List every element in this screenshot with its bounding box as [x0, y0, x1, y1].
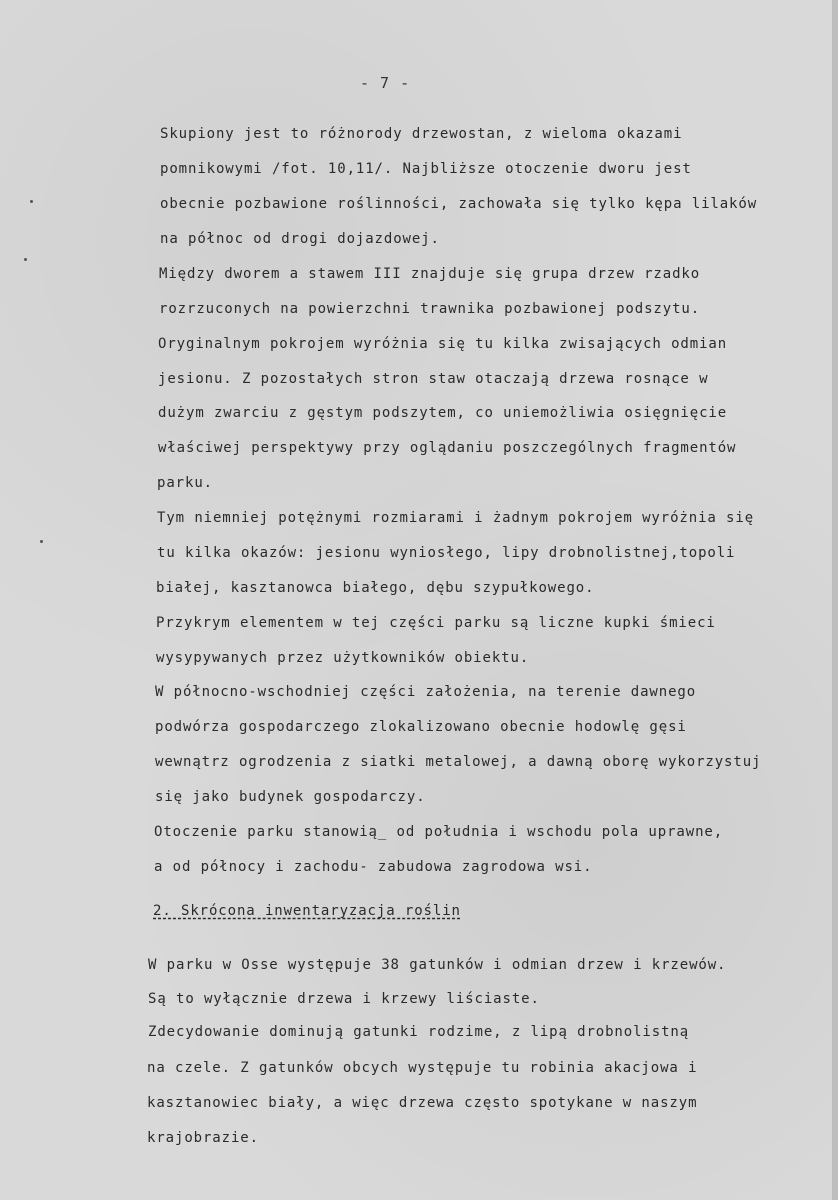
- text-line: Oryginalnym pokrojem wyróżnia się tu kilka zwisających odmian: [158, 336, 728, 352]
- text-line: właściwej perspektywy przy oglądaniu poszczególnych fragmentów: [158, 440, 737, 456]
- text-line: obecnie pozbawione roślinności, zachowała się tylko kępa lilaków: [160, 196, 758, 212]
- section-heading: 2. Skrócona inwentaryzacja roślin: [153, 903, 461, 919]
- text-line: krajobrazie.: [147, 1130, 259, 1146]
- text-line: podwórza gospodarczego zlokalizowano obecnie hodowlę gęsi: [155, 719, 687, 735]
- page-number: - 7 -: [360, 74, 411, 92]
- text-line: tu kilka okazów: jesionu wyniosłego, lipy drobnolistnej,topoli: [157, 545, 736, 561]
- text-line: Tym niemniej potężnymi rozmiarami i żadnym pokrojem wyróżnia się: [157, 510, 755, 526]
- text-line: Są to wyłącznie drzewa i krzewy liściaste.: [148, 991, 540, 1007]
- text-line: a od północy i zachodu- zabudowa zagrodowa wsi.: [154, 859, 593, 875]
- scan-edge: [832, 0, 838, 1200]
- text-line: rozrzuconych na powierzchni trawnika pozbawionej podszytu.: [159, 301, 701, 317]
- text-line: na czele. Z gatunków obcych występuje tu robinia akacjowa i: [147, 1060, 698, 1076]
- text-line: białej, kasztanowca białego, dębu szypułkowego.: [156, 580, 595, 596]
- text-line: jesionu. Z pozostałych stron staw otaczają drzewa rosnące w: [158, 371, 709, 387]
- text-line: dużym zwarciu z gęstym podszytem, co uniemożliwia osięgnięcie: [158, 405, 728, 421]
- scan-speck: [24, 258, 27, 261]
- text-line: Zdecydowanie dominują gatunki rodzime, z lipą drobnolistną: [148, 1024, 690, 1040]
- text-line: parku.: [157, 475, 213, 491]
- text-line: Między dworem a stawem III znajduje się grupa drzew rzadko: [159, 266, 701, 282]
- text-line: W północno-wschodniej części założenia, na terenie dawnego: [155, 684, 697, 700]
- text-line: pomnikowymi /fot. 10,11/. Najbliższe otoczenie dworu jest: [160, 161, 692, 177]
- text-line: kasztanowiec biały, a więc drzewa często spotykane w naszym: [147, 1095, 698, 1111]
- text-line: wewnątrz ogrodzenia z siatki metalowej, a dawną oborę wykorzystuj: [155, 754, 762, 770]
- scan-speck: [40, 540, 43, 543]
- scan-speck: [30, 200, 33, 203]
- text-line: Skupiony jest to różnorody drzewostan, z wieloma okazami: [160, 126, 683, 142]
- text-line: się jako budynek gospodarczy.: [155, 789, 426, 805]
- text-line: na północ od drogi dojazdowej.: [160, 231, 440, 247]
- text-line: Otoczenie parku stanowią_ od południa i wschodu pola uprawne,: [154, 824, 724, 840]
- text-line: wysypywanych przez użytkowników obiektu.: [156, 650, 530, 666]
- text-line: Przykrym elementem w tej części parku są liczne kupki śmieci: [156, 615, 716, 631]
- text-line: W parku w Osse występuje 38 gatunków i odmian drzew i krzewów.: [148, 957, 727, 973]
